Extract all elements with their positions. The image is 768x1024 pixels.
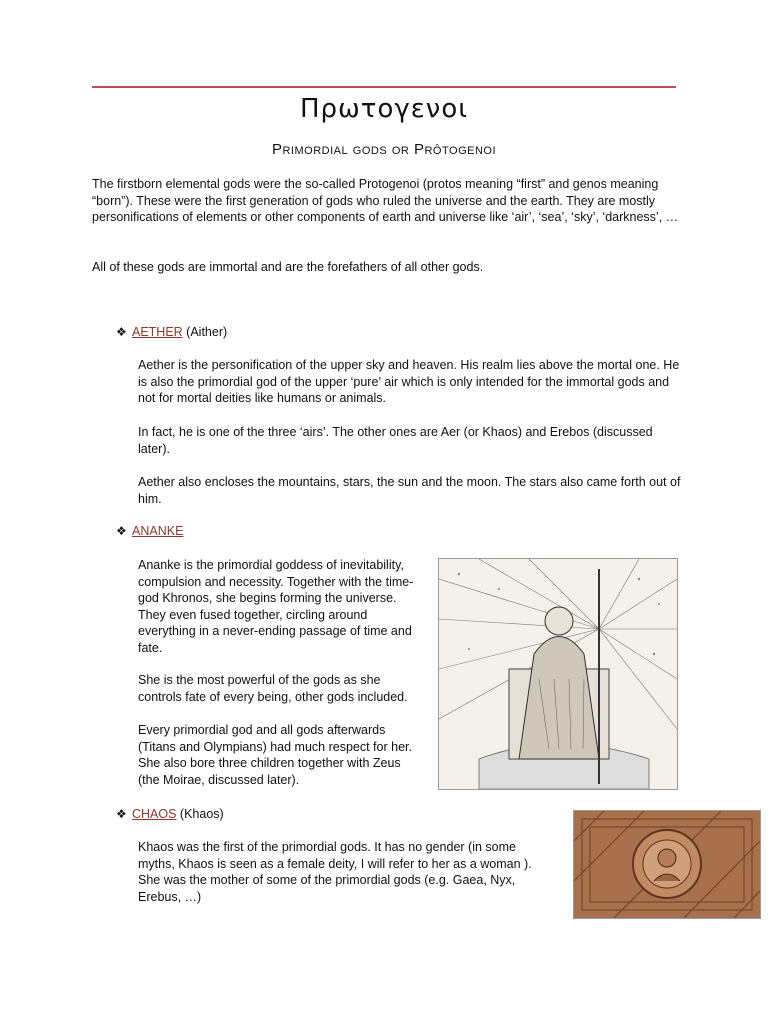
top-rule xyxy=(92,86,676,88)
section-heading-aether xyxy=(116,324,227,340)
intro-paragraph-1: The firstborn elemental gods were the so-called Protogenoi (protos meaning “first” and genos meaning “born”). These were the first generation of gods who ruled the universe and the earth. They are mostly personifications of elements or other components of earth and universe like ‘air’, ‘sea’, ‘sky’, ‘darkness’, … xyxy=(92,177,679,224)
section-name-ananke[interactable]: ANANKE xyxy=(132,524,184,538)
diamond-bullet-icon: ❖ xyxy=(116,807,127,821)
aether-paragraph-3: Aether also encloses the mountains, stars, the sun and the moon. The stars also came forth out of him. xyxy=(138,475,681,506)
aether-paragraph-1: Aether is the personification of the upper sky and heaven. His realm lies above the mortal one. He is also the primordial god of the upper ‘pure’ air which is only intended for the immortal gods and not for mortal deities like humans or animals. xyxy=(138,358,680,405)
section-name-aether[interactable]: AETHER xyxy=(132,325,183,339)
diamond-bullet-icon: ❖ xyxy=(116,524,127,538)
section-alt-name: (Aither) xyxy=(182,325,228,339)
ananke-engraving-image xyxy=(438,558,678,790)
chaos-mosaic-drawing xyxy=(574,811,760,918)
aether-paragraph-2: In fact, he is one of the three ‘airs’. The other ones are Aer (or Khaos) and Erebos (discussed later). xyxy=(138,425,653,456)
diamond-bullet-icon: ❖ xyxy=(116,325,127,339)
ananke-engraving-drawing xyxy=(439,559,677,789)
chaos-paragraph-1: Khaos was the first of the primordial gods. It has no gender (in some myths, Khaos is seen as a female deity, I will refer to her as a woman ). She was the mother of some of the primordial gods (e.g. Gaea, Nyx, Erebus, …) xyxy=(138,840,532,904)
intro-paragraph-2: All of these gods are immortal and are the forefathers of all other gods. xyxy=(92,260,484,274)
section-alt-name: (Khaos) xyxy=(176,807,224,821)
ananke-paragraph-1: Ananke is the primordial goddess of inevitability, compulsion and necessity. Together with the time-god Khronos, she begins forming the universe. They even fused together, circling around everything in a never-ending passage of time and fate. xyxy=(138,558,414,655)
section-name-chaos[interactable]: CHAOS xyxy=(132,807,177,821)
section-heading-ananke xyxy=(116,523,183,539)
ananke-paragraph-3: Every primordial god and all gods afterwards (Titans and Olympians) had much respect for her. She also bore three children together with Zeus (the Moirae, discussed later). xyxy=(138,723,412,787)
ananke-paragraph-2: She is the most powerful of the gods as she controls fate of every being, other gods included. xyxy=(138,673,408,704)
chaos-mosaic-image xyxy=(573,810,761,919)
page-subtitle: Primordial gods or Prôtogenoi xyxy=(271,141,497,158)
page-title: Πρωτογενοι xyxy=(299,94,469,124)
section-heading-chaos xyxy=(116,806,224,822)
